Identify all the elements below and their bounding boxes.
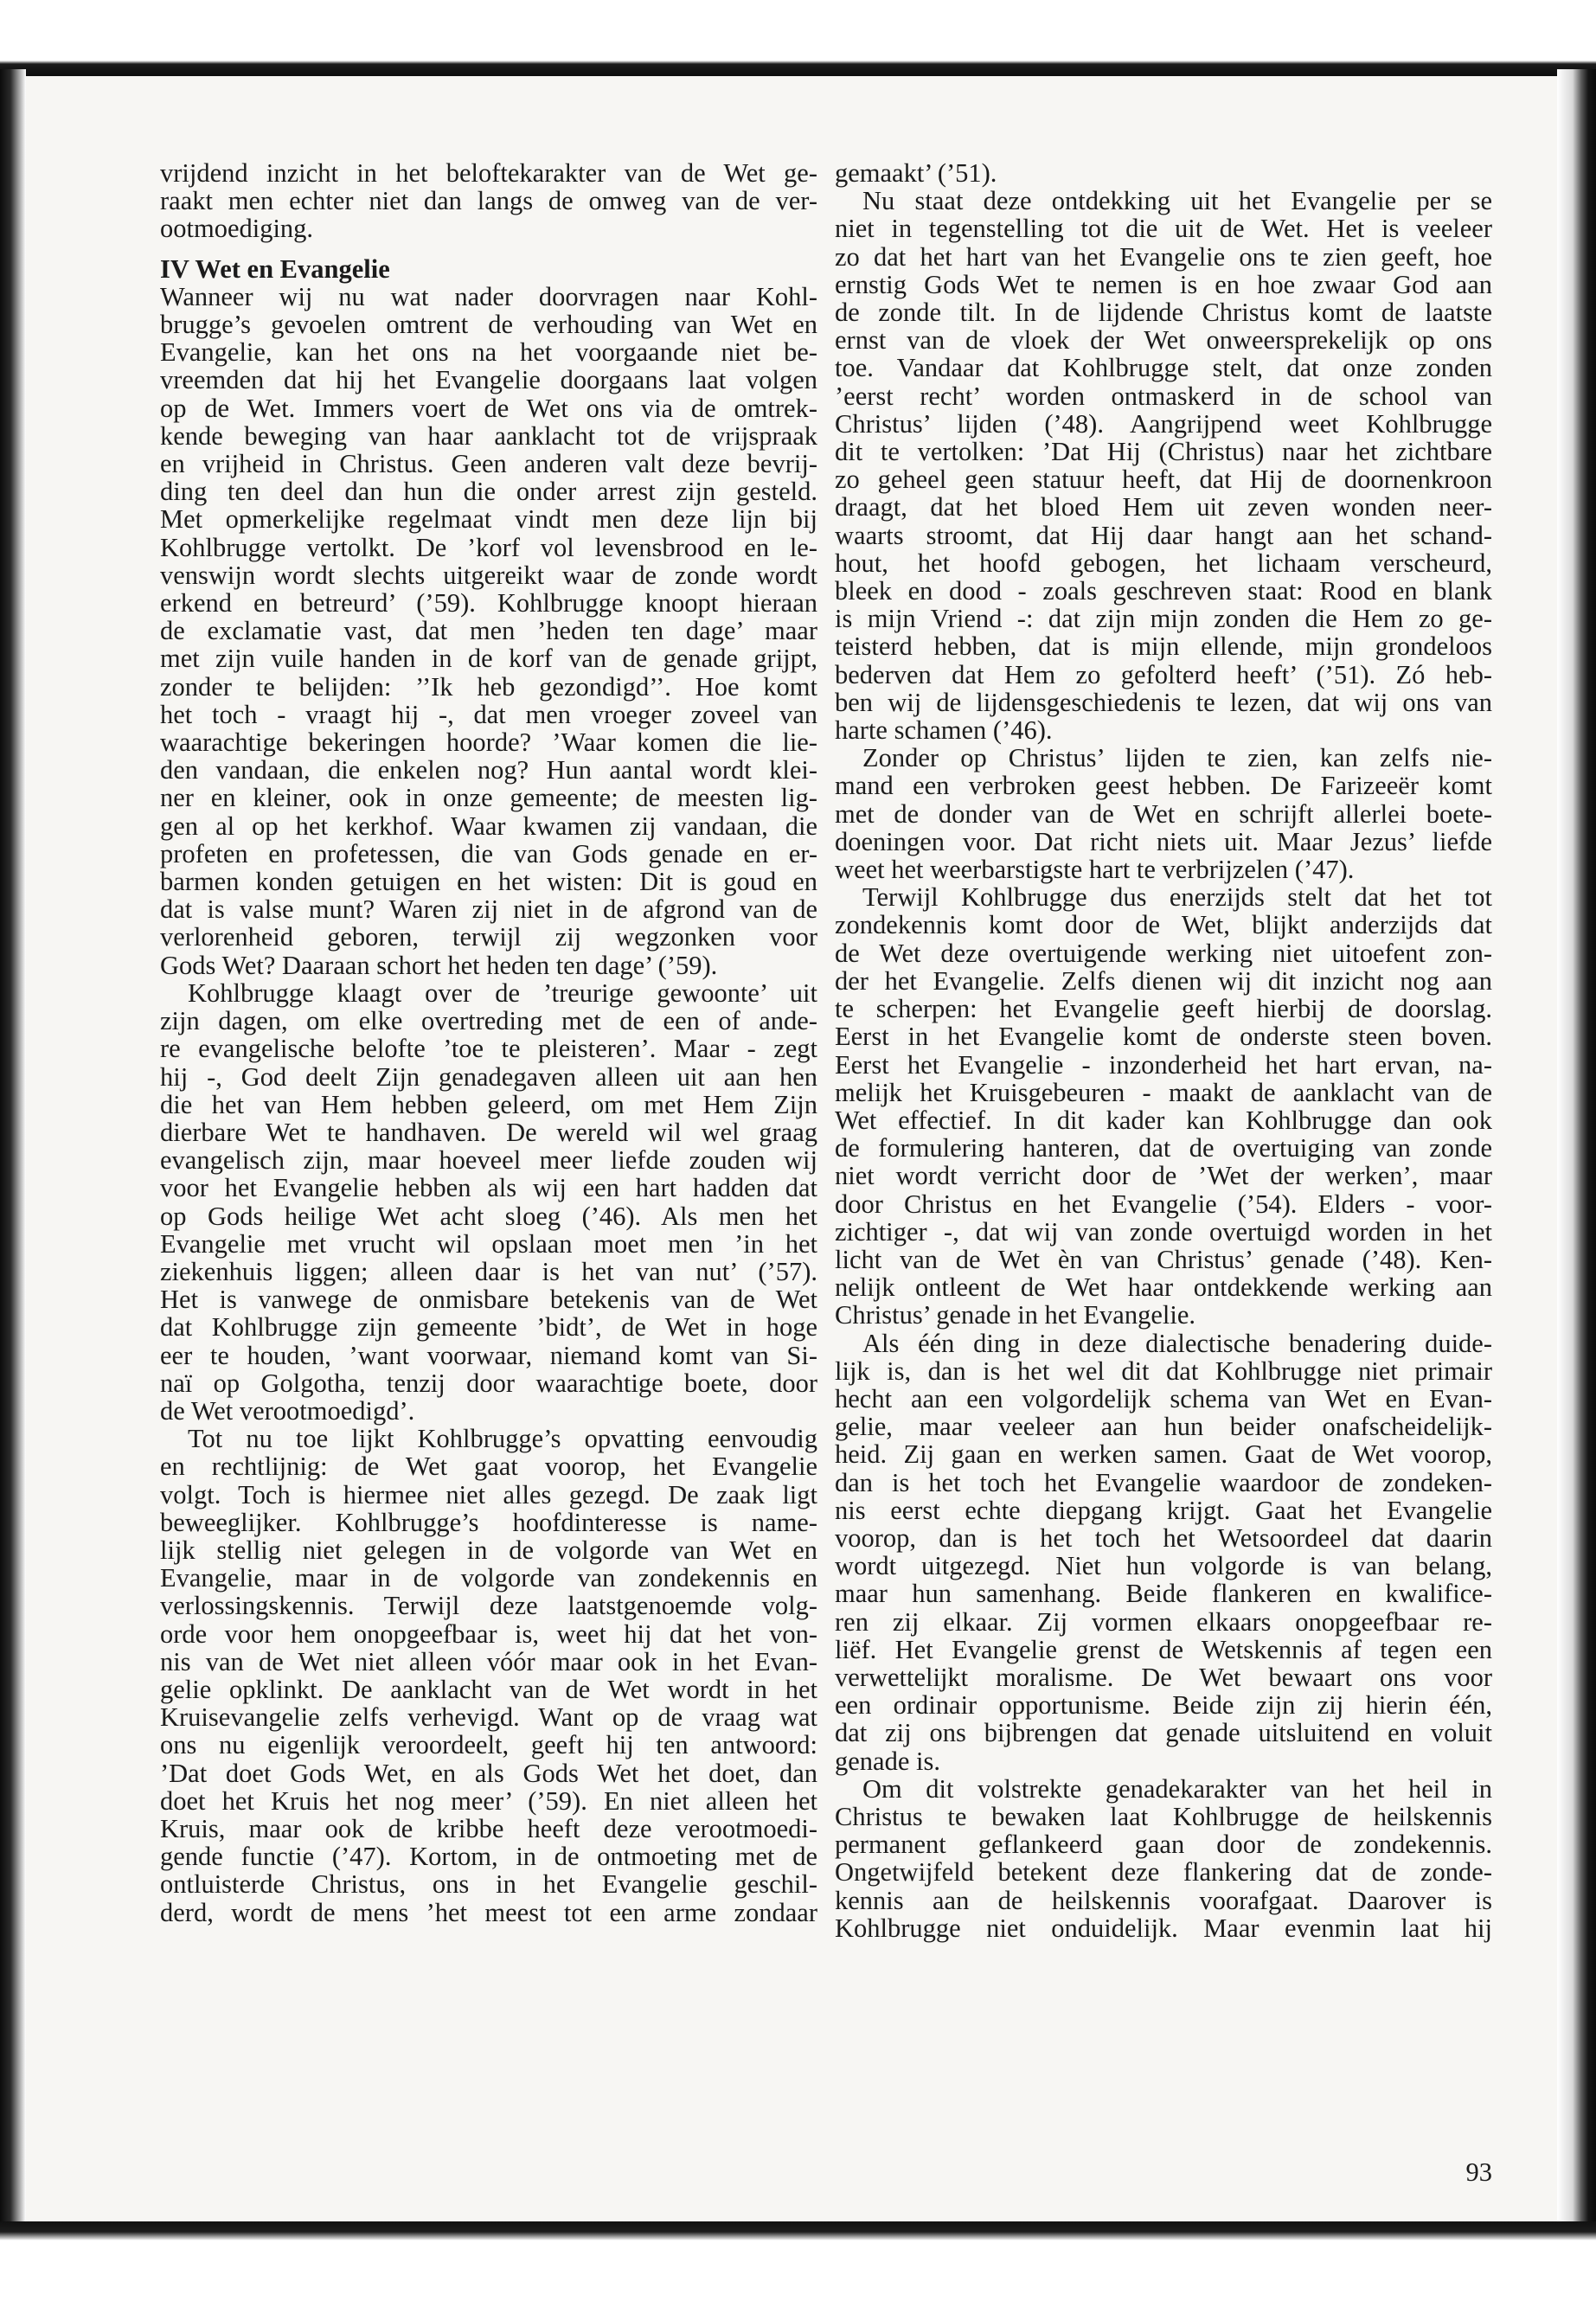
text-line: den vandaan, die enkelen nog? Hun aantal wordt klei- — [160, 755, 817, 785]
text-line: zo dat het hart van het Evangelie ons te zien geeft, hoe — [835, 241, 1492, 272]
text-line: orde voor hem onopgeefbaar is, weet hij dat het von- — [160, 1618, 817, 1649]
text-line: nelijk ontleent de Wet haar ontdekkende werking aan — [835, 1272, 1492, 1303]
text-line: bleek en dood - zoals geschreven staat: Rood en blank — [835, 576, 1492, 606]
text-line: harte schamen (’46). — [835, 715, 1053, 746]
paragraph — [160, 283, 817, 979]
left-column — [160, 159, 817, 1926]
text-line: nis eerst echte diepgang krijgt. Gaat het Evangelie — [835, 1495, 1492, 1525]
paragraph — [835, 187, 1492, 744]
text-line: maar hun samenhang. Beide flankeren en kwalifice- — [835, 1579, 1492, 1609]
text-line: dat is valse munt? Waren zij niet in de afgrond van de — [160, 894, 817, 925]
text-line: derd, wordt de mens ’het meest tot een arme zondaar — [160, 1897, 817, 1927]
text-line: ding ten deel dan hun die onder arrest zijn gesteld. — [160, 477, 817, 507]
text-line: gende functie (’47). Kortom, in de ontmoeting met de — [160, 1842, 817, 1872]
text-line: gen al op het kerkhof. Waar kwamen zij vandaan, die — [160, 811, 817, 841]
text-line: ernstig Gods Wet te nemen is en hoe zwaar God aan — [835, 269, 1492, 299]
text-line: Evangelie, kan het ons na het voorgaande niet be- — [160, 337, 817, 368]
text-line: beweeglijker. Kohlbrugge’s hoofdinteresse is name- — [160, 1507, 817, 1537]
text-line: ernst van de vloek der Wet onweersprekelijk op ons — [835, 325, 1492, 356]
text-line: Als één ding in deze dialectische benadering duide- — [862, 1328, 1492, 1358]
text-line: lijk is, dan is het wel dit dat Kohlbrugge niet primair — [835, 1356, 1492, 1386]
text-line: licht van de Wet èn van Christus’ genade (’48). Ken- — [835, 1244, 1492, 1274]
page-number: 93 — [1465, 2157, 1492, 2187]
text-line: toe. Vandaar dat Kohlbrugge stelt, dat onze zonden — [835, 353, 1492, 383]
text-line: kennis aan de heilskennis voorafgaat. Daarover is — [835, 1885, 1492, 1915]
text-line: waarachtige bekeringen hoorde? ’Waar komen die lie- — [160, 727, 817, 758]
text-line: Het is vanwege de onmisbare betekenis van de Wet — [160, 1285, 817, 1315]
text-line: Kohlbrugge klaagt over de ’treurige gewoonte’ uit — [188, 977, 817, 1008]
text-line: teisterd hebben, dat is mijn ellende, mijn grondeloos — [835, 631, 1492, 662]
paragraph — [835, 744, 1492, 883]
text-line: Tot nu toe lijkt Kohlbrugge’s opvatting eenvoudig — [188, 1424, 817, 1454]
text-line: een ordinair opportunisme. Beide zijn zij hierin één, — [835, 1690, 1492, 1721]
text-line: lijk stellig niet gelegen in de volgorde van Wet en — [160, 1535, 817, 1565]
text-line: Wet effectief. In dit kader kan Kohlbrugge dan ook — [835, 1105, 1492, 1135]
text-line: melijk het Kruisgebeuren - maakt de aanklacht van de — [835, 1077, 1492, 1107]
text-line: niet in tegenstelling tot die uit de Wet. Het is veeleer — [835, 214, 1492, 244]
text-line: de formulering hanteren, dat de overtuiging van zonde — [835, 1133, 1492, 1163]
text-line: zichtiger -, dat wij van zonde overtuigd worden in het — [835, 1216, 1492, 1247]
text-line: Gods Wet? Daaraan schort het heden ten dage’ (’59). — [160, 950, 718, 980]
text-line: ’Dat doet Gods Wet, en als Gods Wet het doet, dan — [160, 1758, 817, 1788]
text-line: hecht aan een volgordelijk schema van Wet en Evan- — [835, 1383, 1492, 1413]
text-line: Eerst het Evangelie - inzonderheid het hart ervan, na- — [835, 1049, 1492, 1080]
text-line: ootmoediging. — [160, 214, 314, 244]
scan-border-bottom — [0, 2221, 1596, 2301]
text-line: voorop, dan is het toch het Wetsoordeel dat daarin — [835, 1522, 1492, 1553]
paragraph — [835, 883, 1492, 1329]
text-line: Wanneer wij nu wat nader doorvragen naar Kohl- — [160, 281, 817, 311]
text-line: gelie opklinkt. De aanklacht van de Wet wordt in het — [160, 1674, 817, 1704]
text-line: dierbare Wet te handhaven. De wereld wil wel graag — [160, 1117, 817, 1147]
text-line: Kruisevangelie zelfs verhevigd. Want op de vraag wat — [160, 1702, 817, 1733]
section-heading: IV Wet en Evangelie — [160, 253, 390, 284]
text-line: het toch - vraagt hij -, dat men vroeger zoveel van — [160, 699, 817, 729]
text-line: hij -, God deelt Zijn genadegaven alleen uit aan hen — [160, 1061, 817, 1092]
text-line: volgt. Toch is hiermee niet alles gezegd. De zaak ligt — [160, 1479, 817, 1509]
text-line: vrijdend inzicht in het beloftekarakter van de Wet ge- — [160, 158, 817, 188]
text-line: de zonde tilt. In de lijdende Christus komt de laatste — [835, 298, 1492, 328]
paragraph — [835, 1775, 1492, 1942]
text-line: draagt, dat het bloed Hem uit zeven wonden neer- — [835, 492, 1492, 522]
scan-border-left — [0, 69, 26, 2228]
text-line: door Christus en het Evangelie (’54). Elders - voor- — [835, 1189, 1492, 1219]
text-line: niet wordt verricht door de ’Wet der werken’, maar — [835, 1161, 1492, 1191]
text-line: Christus’ lijden (’48). Aangrijpend weet Kohlbrugge — [835, 408, 1492, 439]
text-line: verlorenheid geboren, terwijl zij wegzonken voor — [160, 922, 817, 952]
text-line: de Wet verootmoedigd’. — [160, 1395, 415, 1426]
text-line: op de Wet. Immers voert de Wet ons via de omtrek- — [160, 393, 817, 423]
text-line: profeten en profetessen, die van Gods genade en er- — [160, 838, 817, 868]
text-line: ’eerst recht’ worden ontmaskerd in de school van — [835, 381, 1492, 411]
text-line: zijn dagen, om elke overtreding met de een of ande- — [160, 1006, 817, 1036]
text-line: genade is. — [835, 1746, 940, 1776]
text-line: zo geheel geen statuur heeft, dat Hij de doornenkroon — [835, 465, 1492, 495]
text-line: wordt uitgezegd. Niet hun volgorde is van belang, — [835, 1551, 1492, 1581]
text-line: venswijn wordt slechts uitgereikt waar de zonde wordt — [160, 560, 817, 590]
text-line: zonder te belijden: ’’Ik heb gezondigd’’. Hoe komt — [160, 671, 817, 702]
book-page — [26, 76, 1557, 2221]
text-line: Kruis, maar ook de kribbe heeft deze verootmoedi- — [160, 1813, 817, 1843]
text-line: mand een verbroken geest hebben. De Farizeeër komt — [835, 771, 1492, 801]
text-line: verlossingskennis. Terwijl deze laatstgenoemde volg- — [160, 1591, 817, 1621]
text-line: raakt men echter niet dan langs de omweg van de ver- — [160, 186, 817, 216]
text-line: de exclamatie vast, dat men ’heden ten dage’ maar — [160, 616, 817, 646]
right-column — [835, 159, 1492, 1942]
scan-border-top — [0, 0, 1596, 76]
text-line: verwettelijkt moralisme. De Wet bewaart ons voor — [835, 1662, 1492, 1692]
text-line: ziekenhuis liggen; alleen daar is het van nut’ (’57). — [160, 1256, 817, 1286]
text-line: waarts stroomt, dat Hij daar hangt aan het schand- — [835, 520, 1492, 550]
intro-paragraph — [160, 159, 817, 243]
text-line: Christus te bewaken laat Kohlbrugge de heilskennis — [835, 1801, 1492, 1831]
text-line: Ongetwijfeld betekent deze flankering dat de zonde- — [835, 1857, 1492, 1888]
scan-border-right — [1557, 69, 1596, 2228]
text-line: Evangelie met vrucht wil opslaan moet men ’in het — [160, 1228, 817, 1259]
text-line: gelie, maar veeleer aan hun beider onafscheidelijk- — [835, 1412, 1492, 1442]
text-line: ner en kleiner, ook in onze gemeente; de meesten lig- — [160, 783, 817, 813]
text-line: permanent geflankeerd gaan door de zondekennis. — [835, 1830, 1492, 1860]
text-line: weet het weerbarstigste hart te verbrijzelen (’47). — [835, 855, 1355, 885]
text-line: kende beweging van haar aanklacht tot de vrijspraak — [160, 420, 817, 451]
text-line: naï op Golgotha, tenzij door waarachtige boete, door — [160, 1368, 817, 1398]
text-line: barmen konden getuigen en het wisten: Dit is goud en — [160, 867, 817, 897]
text-line: doeningen voor. Dat richt niets uit. Maar Jezus’ liefde — [835, 826, 1492, 856]
text-line: ben wij de lijdensgeschiedenis te lezen, dat wij ons van — [835, 687, 1492, 717]
text-line: brugge’s gevoelen omtrent de verhouding van Wet en — [160, 310, 817, 340]
paragraph — [160, 979, 817, 1425]
text-line: zondekennis komt door de Wet, blijkt anderzijds dat — [835, 910, 1492, 940]
text-line: Christus’ genade in het Evangelie. — [835, 1300, 1195, 1330]
text-line: dat Kohlbrugge zijn gemeente ’bidt’, de Wet in hoge — [160, 1312, 817, 1343]
text-line: Met opmerkelijke regelmaat vindt men deze lijn bij — [160, 504, 817, 535]
text-line: met de donder van de Wet en schrijft allerlei boete- — [835, 798, 1492, 829]
text-line: bederven dat Hem zo gefolterd heeft’ (’51). Zó heb- — [835, 659, 1492, 689]
text-line: en vrijheid in Christus. Geen anderen valt deze bevrij- — [160, 449, 817, 479]
text-line: ons nu eigenlijk veroordeelt, geeft hij ten antwoord: — [160, 1730, 817, 1760]
text-line: op Gods heilige Wet acht sloeg (’46). Als men het — [160, 1201, 817, 1231]
text-line: Kohlbrugge niet onduidelijk. Maar evenmin laat hij — [835, 1913, 1492, 1943]
text-line: en rechtlijnig: de Wet gaat voorop, het Evangelie — [160, 1452, 817, 1482]
text-line: Terwijl Kohlbrugge dus enerzijds stelt dat het tot — [862, 882, 1492, 913]
text-line: te scherpen: het Evangelie geeft hierbij de doorslag. — [835, 994, 1492, 1024]
text-line: der het Evangelie. Zelfs dienen wij dit inzicht nog aan — [835, 965, 1492, 996]
text-line: Eerst in het Evangelie komt de onderste steen boven. — [835, 1022, 1492, 1052]
text-line: re evangelische belofte ’toe te pleisteren’. Maar - zegt — [160, 1034, 817, 1064]
text-line: Nu staat deze ontdekking uit het Evangelie per se — [862, 186, 1492, 216]
text-line: evangelisch zijn, maar hoeveel meer liefde zouden wij — [160, 1145, 817, 1176]
paragraph — [160, 1425, 817, 1926]
paragraph — [835, 1330, 1492, 1775]
paragraph — [835, 159, 1492, 187]
text-line: hout, het hoofd gebogen, het lichaam verscheurd, — [835, 548, 1492, 578]
text-line: liëf. Het Evangelie grenst de Wetskennis af tegen een — [835, 1634, 1492, 1664]
text-line: erkend en betreurd’ (’59). Kohlbrugge knoopt hieraan — [160, 588, 817, 619]
text-line: die het van Hem hebben geleerd, om met Hem Zijn — [160, 1089, 817, 1119]
text-line: Om dit volstrekte genadekarakter van het heil in — [862, 1773, 1492, 1804]
text-line: de Wet deze overtuigende werking niet uitoefent zon- — [835, 938, 1492, 968]
text-line: gemaakt’ (’51). — [835, 158, 997, 188]
text-line: Zonder op Christus’ lijden te zien, kan zelfs nie- — [862, 743, 1492, 773]
text-line: dan is het toch het Evangelie waardoor de zondeken- — [835, 1467, 1492, 1497]
text-line: vreemden dat hij het Evangelie doorgaans laat volgen — [160, 365, 817, 395]
text-line: eer te houden, ’want voorwaar, niemand komt van Si- — [160, 1340, 817, 1370]
text-line: voor het Evangelie hebben als wij een hart hadden dat — [160, 1173, 817, 1203]
text-line: ren zij elkaar. Zij vormen elkaars onopgeefbaar re- — [835, 1606, 1492, 1637]
text-line: nis van de Wet niet alleen vóór maar ook in het Evan- — [160, 1646, 817, 1676]
text-line: dit te vertolken: ’Dat Hij (Christus) naar het zichtbare — [835, 437, 1492, 467]
text-line: Evangelie, maar in de volgorde van zondekennis en — [160, 1563, 817, 1593]
text-line: Kohlbrugge vertolkt. De ’korf vol levensbrood en le- — [160, 532, 817, 562]
text-line: met zijn vuile handen in de korf van de genade grijpt, — [160, 644, 817, 674]
text-line: is mijn Vriend -: dat zijn mijn zonden die Hem zo ge- — [835, 604, 1492, 634]
text-line: dat zij ons bijbrengen dat genade uitsluitend en voluit — [835, 1718, 1492, 1748]
text-line: ontluisterde Christus, ons in het Evangelie geschil- — [160, 1869, 817, 1900]
text-line: heid. Zij gaan en werken samen. Gaat de Wet voorop, — [835, 1439, 1492, 1470]
text-line: doet het Kruis het nog meer’ (’59). En niet alleen het — [160, 1785, 817, 1816]
